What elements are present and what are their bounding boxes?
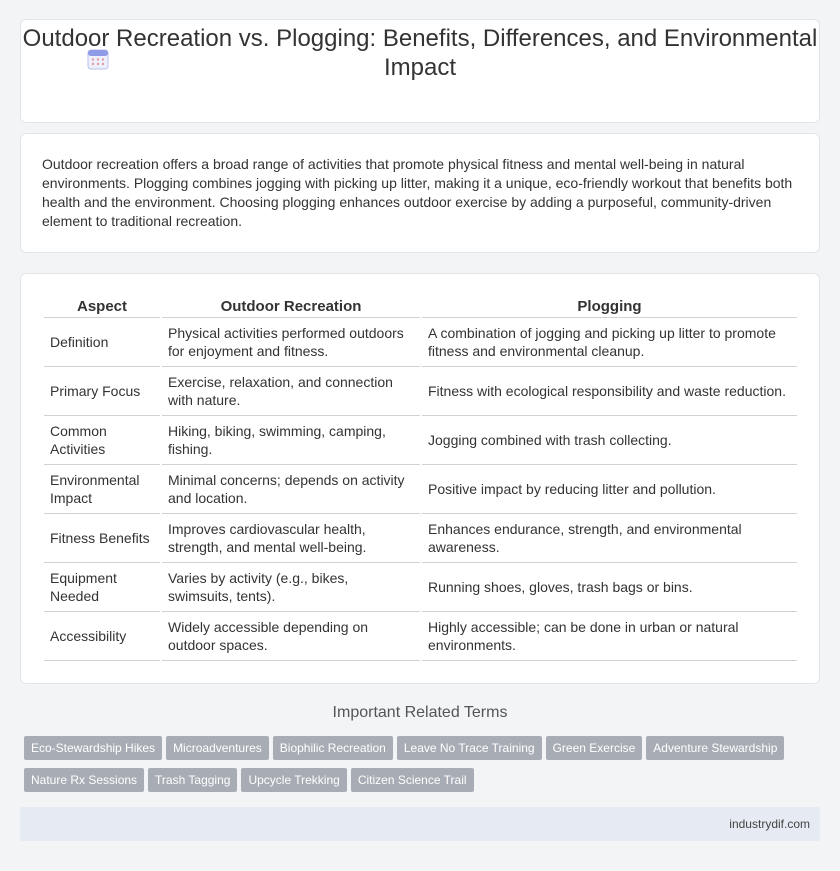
- row-aspect: Common Activities: [44, 416, 160, 465]
- table-row: [44, 416, 797, 465]
- related-terms-title: Important Related Terms: [332, 704, 508, 721]
- table-row: [44, 514, 797, 563]
- row-plogging: Enhances endurance, strength, and environmental awareness.: [422, 514, 797, 563]
- intro-text: Outdoor recreation offers a broad range of activities that promote physical fitness and mental well-being in natural environments. Plogging combines jogging with picking up litter, making it a unique, eco-friendly workout that benefits both health and the environment. Choosing plogging enhances outdoor exercise by adding a purposeful, community-driven element to traditional recreation.: [42, 156, 793, 229]
- row-plogging: Highly accessible; can be done in urban or natural environments.: [422, 612, 797, 661]
- related-term-tag[interactable]: Leave No Trace Training: [397, 736, 542, 760]
- row-outdoor: Physical activities performed outdoors for enjoyment and fitness.: [162, 318, 420, 367]
- table-row: [44, 465, 797, 514]
- intro-card: [20, 133, 820, 253]
- row-aspect: Primary Focus: [44, 367, 160, 416]
- comparison-card: [20, 273, 820, 684]
- related-term-tag[interactable]: Microadventures: [166, 736, 269, 760]
- page-title: Outdoor Recreation vs. Plogging: Benefits, Differences, and Environmental Impact: [22, 25, 818, 81]
- footer-site-link[interactable]: industrydif.com: [729, 817, 810, 831]
- comparison-table: [42, 296, 799, 661]
- related-term-tag[interactable]: Adventure Stewardship: [646, 736, 784, 760]
- related-term-tag[interactable]: Citizen Science Trail: [351, 768, 474, 792]
- row-outdoor: Hiking, biking, swimming, camping, fishing.: [162, 416, 420, 465]
- footer: [20, 807, 820, 841]
- header-aspect: Aspect: [44, 296, 160, 318]
- related-term-tag[interactable]: Upcycle Trekking: [241, 768, 346, 792]
- table-row: [44, 612, 797, 661]
- related-term-tag[interactable]: Biophilic Recreation: [273, 736, 393, 760]
- row-aspect: Accessibility: [44, 612, 160, 661]
- row-plogging: Fitness with ecological responsibility and waste reduction.: [422, 367, 797, 416]
- related-term-tag[interactable]: Trash Tagging: [148, 768, 237, 792]
- row-outdoor: Minimal concerns; depends on activity and location.: [162, 465, 420, 514]
- table-row: [44, 563, 797, 612]
- row-outdoor: Widely accessible depending on outdoor spaces.: [162, 612, 420, 661]
- row-plogging: Positive impact by reducing litter and pollution.: [422, 465, 797, 514]
- row-aspect: Equipment Needed: [44, 563, 160, 612]
- related-term-tag[interactable]: Green Exercise: [546, 736, 643, 760]
- header-outdoor-recreation: Outdoor Recreation: [162, 296, 420, 318]
- row-outdoor: Exercise, relaxation, and connection with nature.: [162, 367, 420, 416]
- related-terms-list: [24, 736, 816, 800]
- row-aspect: Environmental Impact: [44, 465, 160, 514]
- row-plogging: Running shoes, gloves, trash bags or bins.: [422, 563, 797, 612]
- header-plogging: Plogging: [422, 296, 797, 318]
- row-aspect: Definition: [44, 318, 160, 367]
- row-outdoor: Varies by activity (e.g., bikes, swimsuits, tents).: [162, 563, 420, 612]
- related-term-tag[interactable]: Eco-Stewardship Hikes: [24, 736, 162, 760]
- row-aspect: Fitness Benefits: [44, 514, 160, 563]
- row-plogging: Jogging combined with trash collecting.: [422, 416, 797, 465]
- table-row: [44, 367, 797, 416]
- row-outdoor: Improves cardiovascular health, strength, and mental well-being.: [162, 514, 420, 563]
- related-term-tag[interactable]: Nature Rx Sessions: [24, 768, 144, 792]
- row-plogging: A combination of jogging and picking up litter to promote fitness and environmental cleanup.: [422, 318, 797, 367]
- table-row: [44, 318, 797, 367]
